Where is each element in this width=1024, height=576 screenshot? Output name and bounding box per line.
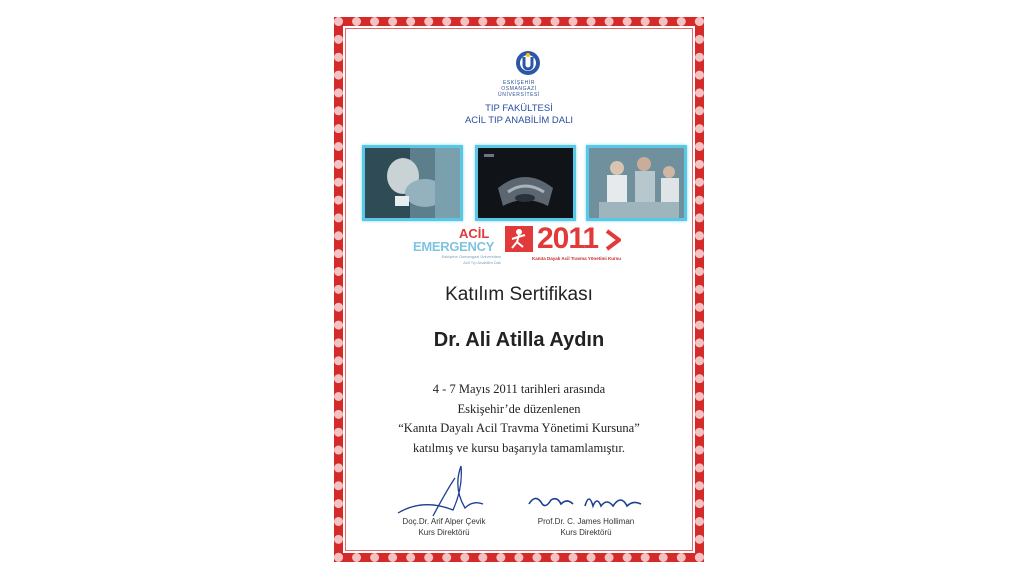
- event-year: 2011: [537, 222, 599, 255]
- signer-2: [521, 516, 651, 538]
- event-logo-subtitle: [421, 254, 501, 266]
- faculty-line2: ACİL TIP ANABİLİM DALI: [464, 115, 574, 126]
- university-logo: [515, 50, 541, 76]
- event-logo-sub-line2: Acil Tıp Anabilim Dalı: [463, 260, 501, 265]
- signer-2-name: Prof.Dr. C. James Holliman: [537, 517, 635, 526]
- runner-figure-icon: [505, 226, 533, 252]
- event-logo-emergency: EMERGENCY: [413, 239, 495, 254]
- university-name-line3: ÜNİVERSİTESİ: [498, 92, 540, 98]
- body-line4: katılmış ve kursu başarıyla tamamlamıştır.: [412, 440, 626, 455]
- event-course-name: Kanıta Dayalı Acil Travma Yönetimi Kursu: [532, 256, 622, 261]
- arrow-right-icon: [605, 229, 621, 251]
- signer-2-role: Kurs Direktörü: [560, 528, 612, 537]
- certificate-body: [343, 380, 695, 458]
- signature-1: [393, 458, 493, 522]
- university-name: [343, 80, 695, 98]
- signature-2: [523, 486, 648, 516]
- faculty-heading: [343, 103, 695, 127]
- recipient-name: Dr. Ali Atilla Aydın: [433, 329, 605, 351]
- certificate: [334, 17, 704, 562]
- certificate-title: Katılım Sertifikası: [445, 284, 593, 305]
- signer-1: [379, 516, 509, 538]
- body-line2: Eskişehir’de düzenlenen: [457, 401, 581, 416]
- signer-1-role: Kurs Direktörü: [418, 528, 470, 537]
- university-name-line1: ESKİŞEHİR: [502, 80, 536, 86]
- body-line1: 4 - 7 Mayıs 2011 tarihleri arasında: [432, 382, 606, 396]
- body-line3: “Kanıta Dayalı Acil Travma Yönetimi Kursuna”: [398, 421, 640, 435]
- photo-ultrasound: [475, 145, 576, 221]
- photo-patient: [362, 145, 463, 221]
- event-logo-sub-line1: Eskişehir Osmangazi Üniversitesi: [441, 254, 501, 259]
- faculty-line1: TIP FAKÜLTESİ: [485, 103, 553, 114]
- signer-1-name: Doç.Dr. Arif Alper Çevik: [402, 517, 486, 526]
- event-logo-acil: ACİL: [459, 226, 490, 241]
- university-name-line2: OSMANGAZİ: [501, 86, 537, 92]
- photo-team: [586, 145, 687, 221]
